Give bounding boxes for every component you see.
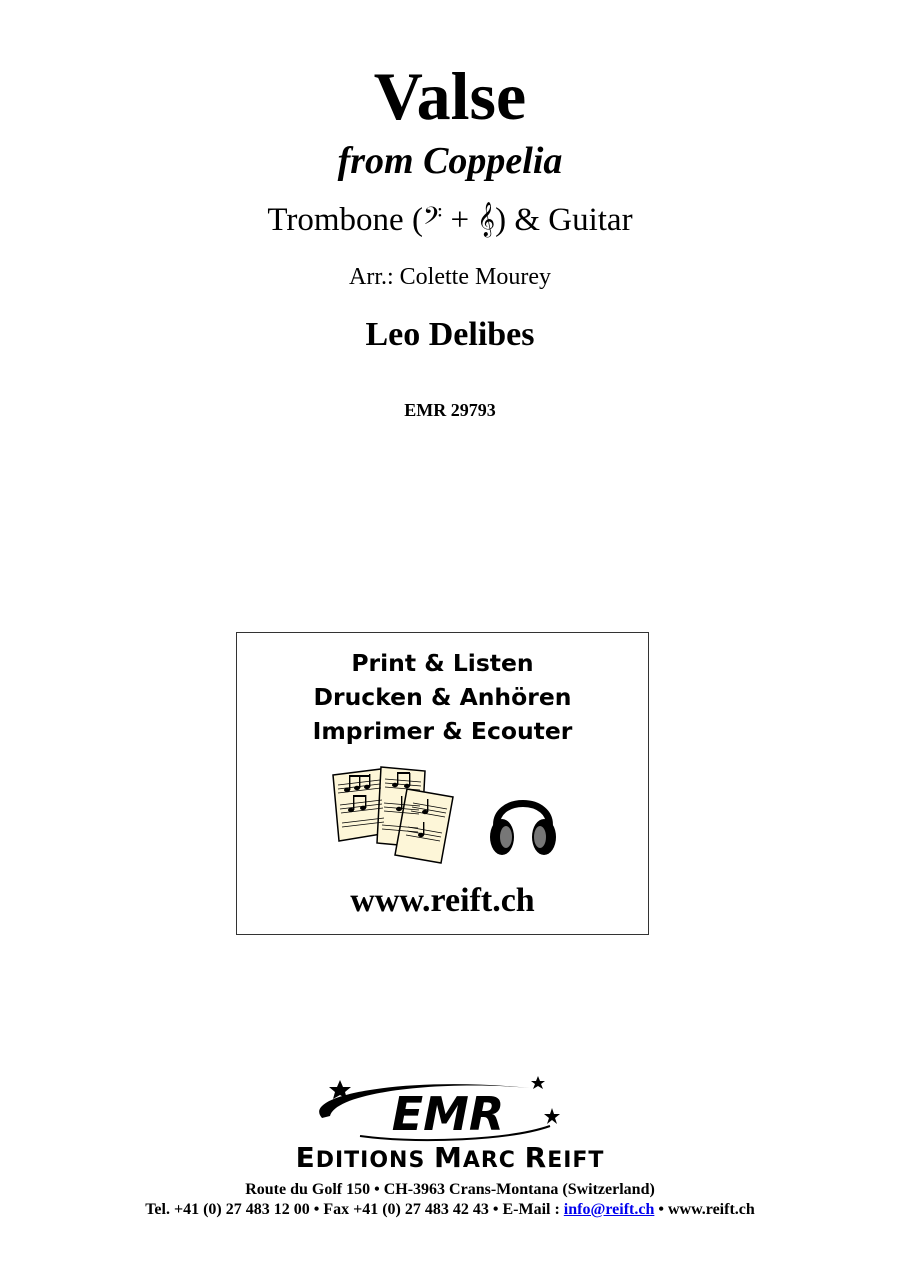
composer: Leo Delibes	[365, 316, 535, 353]
bass-clef-icon: 𝄢	[422, 202, 443, 237]
arranger: Arr.: Colette Mourey	[349, 264, 551, 290]
publisher-word-reift: EIFT	[547, 1148, 605, 1173]
publisher-word-marc: ARC	[462, 1148, 525, 1173]
contact-phone-fax: Tel. +41 (0) 27 483 12 00 • Fax +41 (0) 27 483 42 43 • E-Mail :	[145, 1201, 564, 1218]
promo-url-link[interactable]: www.reift.ch	[350, 882, 535, 919]
print-listen-box[interactable]	[236, 632, 649, 935]
instrumentation-prefix: Trombone (	[267, 202, 423, 238]
emr-logo-text: EMR	[391, 1087, 505, 1141]
promo-line-english: Print & Listen	[351, 651, 534, 677]
publisher-initial-r: R	[524, 1141, 548, 1174]
catalog-number: EMR 29793	[404, 400, 496, 420]
instrumentation-suffix: ) & Guitar	[495, 202, 633, 238]
sheet-music-icon	[329, 763, 461, 867]
publisher-initial-e: E	[295, 1141, 316, 1174]
score-subtitle: from Coppelia	[337, 140, 563, 182]
instrumentation-plus: +	[442, 202, 478, 238]
treble-clef-icon: 𝄞	[477, 202, 496, 237]
promo-line-french: Imprimer & Ecouter	[312, 719, 573, 745]
email-link[interactable]: info@reift.ch	[563, 1201, 655, 1218]
publisher-initial-m: M	[433, 1141, 463, 1174]
instrumentation	[0, 198, 900, 242]
publisher-word-editions: DITIONS	[315, 1148, 434, 1173]
publisher-address: Route du Golf 150 • CH-3963 Crans-Montana (Switzerland)	[245, 1181, 655, 1198]
emr-logo	[300, 1074, 580, 1144]
promo-line-german: Drucken & Anhören	[313, 685, 572, 711]
publisher-name	[0, 1142, 900, 1177]
score-title: Valse	[373, 58, 527, 134]
headphones-icon	[487, 781, 559, 861]
contact-website: • www.reift.ch	[654, 1201, 755, 1218]
publisher-contact	[0, 1200, 900, 1220]
